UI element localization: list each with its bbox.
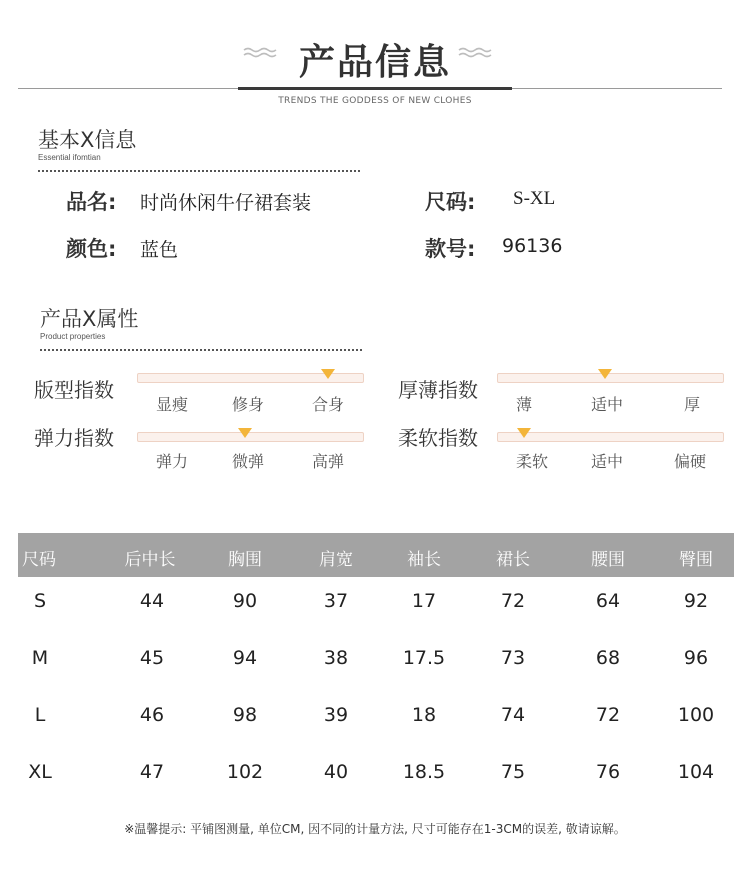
table-cell-hip: 92: [683, 590, 709, 612]
table-header-skirt-length: 裙长: [496, 550, 530, 570]
header-divider-accent: [238, 87, 512, 90]
basic-info-subtitle: Essential ifomtian: [38, 153, 101, 162]
table-header-bust: 胸围: [228, 550, 262, 570]
basic-info-divider: [38, 170, 360, 172]
elasticity-index-option: 弹力: [155, 452, 188, 471]
footnote: ※温馨提示: 平铺图测量, 单位CM, 因不同的计量方法, 尺寸可能存在1-3CM的误差, 敬请谅解。: [124, 822, 626, 836]
table-header-hip: 臀围: [679, 550, 713, 570]
softness-index-track: [497, 432, 724, 442]
table-cell-bust: 90: [232, 590, 258, 612]
wave-decoration-icon: [458, 46, 492, 60]
table-cell-back-length: 44: [139, 590, 165, 612]
size-label: 尺码:: [425, 190, 476, 214]
softness-index-option: 偏硬: [673, 452, 706, 471]
table-cell-waist: 64: [595, 590, 621, 612]
table-header-size: 尺码: [22, 550, 56, 570]
table-cell-waist: 72: [595, 704, 621, 726]
table-cell-sleeve: 18.5: [402, 761, 446, 783]
table-cell-size: XL: [28, 761, 52, 783]
table-cell-shoulder: 38: [323, 647, 349, 669]
softness-index-label: 柔软指数: [398, 426, 478, 450]
table-header-shoulder: 肩宽: [319, 550, 353, 570]
table-cell-shoulder: 40: [323, 761, 349, 783]
table-cell-shoulder: 37: [323, 590, 349, 612]
elasticity-index-option: 高弹: [311, 452, 344, 471]
thickness-index-option: 适中: [590, 395, 623, 414]
page-title: 产品信息: [298, 42, 451, 83]
thickness-index-marker: [598, 369, 612, 379]
table-cell-bust: 102: [226, 761, 264, 783]
table-header-waist: 腰围: [591, 550, 625, 570]
table-cell-skirt-length: 74: [500, 704, 526, 726]
softness-index-option: 柔软: [515, 452, 548, 471]
fit-index-label: 版型指数: [34, 378, 114, 402]
table-cell-shoulder: 39: [323, 704, 349, 726]
page-subtitle: TRENDS THE GODDESS OF NEW CLOHES: [278, 96, 472, 106]
elasticity-index-marker: [238, 428, 252, 438]
softness-index-option: 适中: [590, 452, 623, 471]
table-cell-size: L: [34, 704, 46, 726]
fit-index-option: 合身: [311, 395, 344, 414]
table-cell-size: M: [31, 647, 49, 669]
table-header-back-length: 后中长: [124, 550, 176, 570]
softness-index-marker: [517, 428, 531, 438]
table-cell-skirt-length: 75: [500, 761, 526, 783]
table-cell-waist: 76: [595, 761, 621, 783]
basic-info-title: 基本X信息: [38, 128, 137, 152]
table-cell-hip: 100: [677, 704, 715, 726]
thickness-index-label: 厚薄指数: [398, 378, 478, 402]
table-cell-skirt-length: 72: [500, 590, 526, 612]
table-cell-bust: 98: [232, 704, 258, 726]
table-cell-back-length: 46: [139, 704, 165, 726]
table-cell-waist: 68: [595, 647, 621, 669]
table-cell-sleeve: 17.5: [402, 647, 446, 669]
fit-index-option: 显瘦: [155, 395, 188, 414]
table-cell-sleeve: 17: [411, 590, 437, 612]
thickness-index-option: 厚: [683, 395, 700, 414]
style-number-value: 96136: [502, 235, 563, 257]
name-value: 时尚休闲牛仔裙套装: [140, 192, 312, 214]
color-value: 蓝色: [140, 239, 179, 261]
fit-index-marker: [321, 369, 335, 379]
thickness-index-option: 薄: [515, 395, 532, 414]
color-label: 颜色:: [66, 237, 117, 261]
table-cell-hip: 104: [677, 761, 715, 783]
table-header-sleeve: 袖长: [407, 550, 441, 570]
fit-index-option: 修身: [231, 395, 264, 414]
properties-divider: [40, 349, 362, 351]
elasticity-index-label: 弹力指数: [34, 426, 114, 450]
properties-subtitle: Product properties: [40, 332, 106, 341]
table-cell-sleeve: 18: [411, 704, 437, 726]
table-cell-skirt-length: 73: [500, 647, 526, 669]
elasticity-index-option: 微弹: [231, 452, 264, 471]
properties-title: 产品X属性: [40, 307, 139, 331]
table-cell-back-length: 45: [139, 647, 165, 669]
table-cell-back-length: 47: [139, 761, 165, 783]
name-label: 品名:: [66, 190, 117, 214]
table-cell-bust: 94: [232, 647, 258, 669]
size-value: S-XL: [513, 188, 556, 209]
table-cell-size: S: [33, 590, 47, 612]
table-cell-hip: 96: [683, 647, 709, 669]
style-number-label: 款号:: [425, 237, 476, 261]
